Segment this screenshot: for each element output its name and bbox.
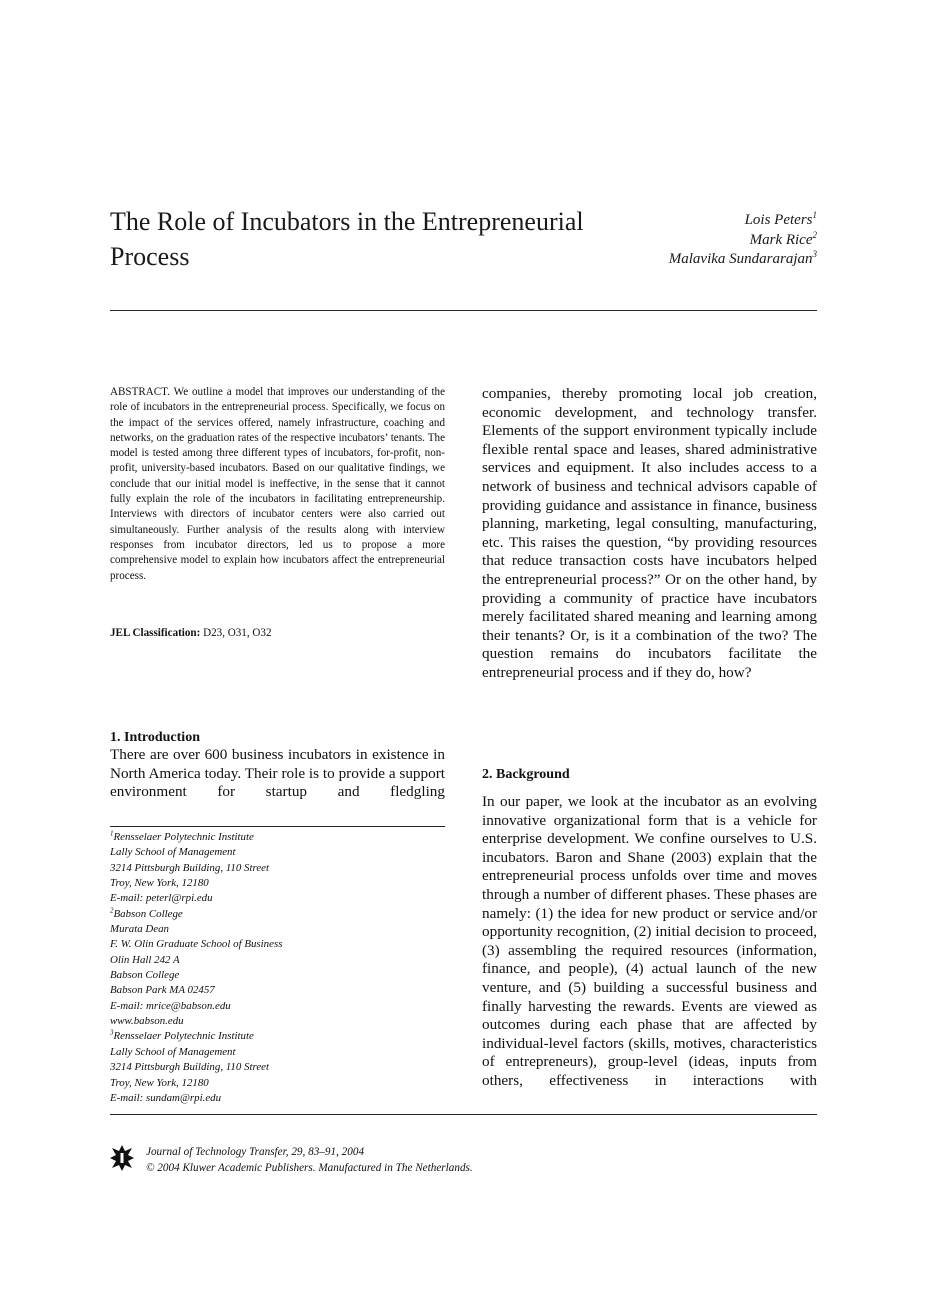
footnote-email: E-mail: peterl@rpi.edu [110,892,213,905]
journal-footer [146,1145,473,1176]
footnote-email: E-mail: sundam@rpi.edu [110,1091,222,1104]
footnote-line: Olin Hall 242 A [110,953,180,966]
section-heading-introduction: 1. Introduction [110,730,200,745]
footnote-line: F. W. Olin Graduate School of Business [110,938,283,951]
footnote-line: Troy, New York, 12180 [110,877,209,890]
abstract-text: We outline a model that improves our understanding of the role of incubators in the entrepreneurial process. Specifically, we focus on the impact of the services offered, namely infrastructure, coaching and networks, on the graduation rates of the respective incubators’ tenants. The model is tested among three different types of incubators, for-profit, non-profit, university-based incubators. Based on our qualitative findings, we conclude that our initial model is ineffective, in the sense that it cannot fully explain the role of the incubators in facilitating entrepreneurship. Interviews with directors of incubator centers were also carried out simultaneously. Further analysis of the results along with interview responses from incubator directors, led us to propose a more comprehensive model to explain how incubators affect the entrepreneurial process. [110,386,445,582]
affiliation-footnotes [110,830,445,1106]
footnote-rule [110,826,445,827]
footnote-line: 3214 Pittsburgh Building, 110 Street [110,861,270,874]
footnote-line: Lally School of Management [110,1045,236,1058]
copyright-line: © 2004 Kluwer Academic Publishers. Manufactured in The Netherlands. [146,1161,473,1174]
footnote-email: E-mail: mrice@babson.edu [110,999,231,1012]
publisher-logo-icon [110,1144,134,1172]
footnote-line: Babson Park MA 02457 [110,984,215,997]
footnote-line: Lally School of Management [110,846,236,859]
paper-title: The Role of Incubators in the Entrepreneurial Process [110,207,584,271]
footnote-line: $^3$Rensselaer Polytechnic Institute [110,1028,254,1043]
footnote-line: Babson College [110,969,180,982]
footnote-line: Troy, New York, 12180 [110,1076,209,1089]
background-text: In our paper, we look at the incubator as an evolving innovative organizational form that is a vehicle for enterprise development. We confine ourselves to U.S. incubators. Baron and Shane (2003) explain that the entrepreneurial process unfolds over time and moves through a number of different phases. These phases are namely: (1) the idea for new product or service and/or opportunity recognition, (2) initial decision to proceed, (3) assembling the required resources (information, finance, and people), (4) actual launch of the new venture, and (5) building a successful business and finally harvesting the rewards. Events are viewed as outcomes during each phase that are affected by individual-level factors (skills, motives, characteristics of entrepreneurs), group-level (ideas, inputs from others, effectiveness in interactions with [482,793,817,1089]
jel-label: JEL Classification: [110,627,201,639]
footnote-line: $^1$Rensselaer Polytechnic Institute [110,829,254,843]
author-2: Mark Rice$^2$ [749,229,817,248]
jel-codes: D23, O31, O32 [203,627,272,639]
right-column-continued-text: companies, thereby promoting local job creation, economic development, and technology transfer. Elements of the support environment typically include flexible rental space and leases, shared administrative services and equipment. It also includes access to a network of business and technical advisors capable of providing guidance and assistance in finance, business planning, marketing, legal consulting, manufacturing, etc. This raises the question, “by providing resources that reduce transaction costs have incubators helped the entrepreneurial process?” Or on the other hand, by providing a community of practice have incubators merely facilitated shared meaning and learning among their tenants? Or, is it a combination of the two? The question remains do incubators facilitate the entrepreneurial process and if they do, how? [482,385,817,681]
author-list [557,211,817,270]
section-heading-background: 2. Background [482,767,570,782]
footnote-line: Murata Dean [110,923,169,936]
journal-citation: Journal of Technology Transfer, 29, 83–91, 2004 [146,1146,365,1158]
title-rule [110,310,817,311]
footnote-website: www.babson.edu [110,1015,184,1028]
jel-classification [110,626,445,641]
footer-rule [110,1114,817,1115]
author-1: Lois Peters$^1$ [744,210,817,228]
author-3: Malavika Sundararajan$^3$ [668,249,817,267]
abstract-label: ABSTRACT. [110,386,170,398]
introduction-text: There are over 600 business incubators in existence in North America today. Their role is to provide a support environment for startup and fledgling [110,746,445,801]
abstract [110,385,445,584]
footnote-line: 3214 Pittsburgh Building, 110 Street [110,1061,270,1074]
footnote-line: $^2$Babson College [110,906,183,920]
